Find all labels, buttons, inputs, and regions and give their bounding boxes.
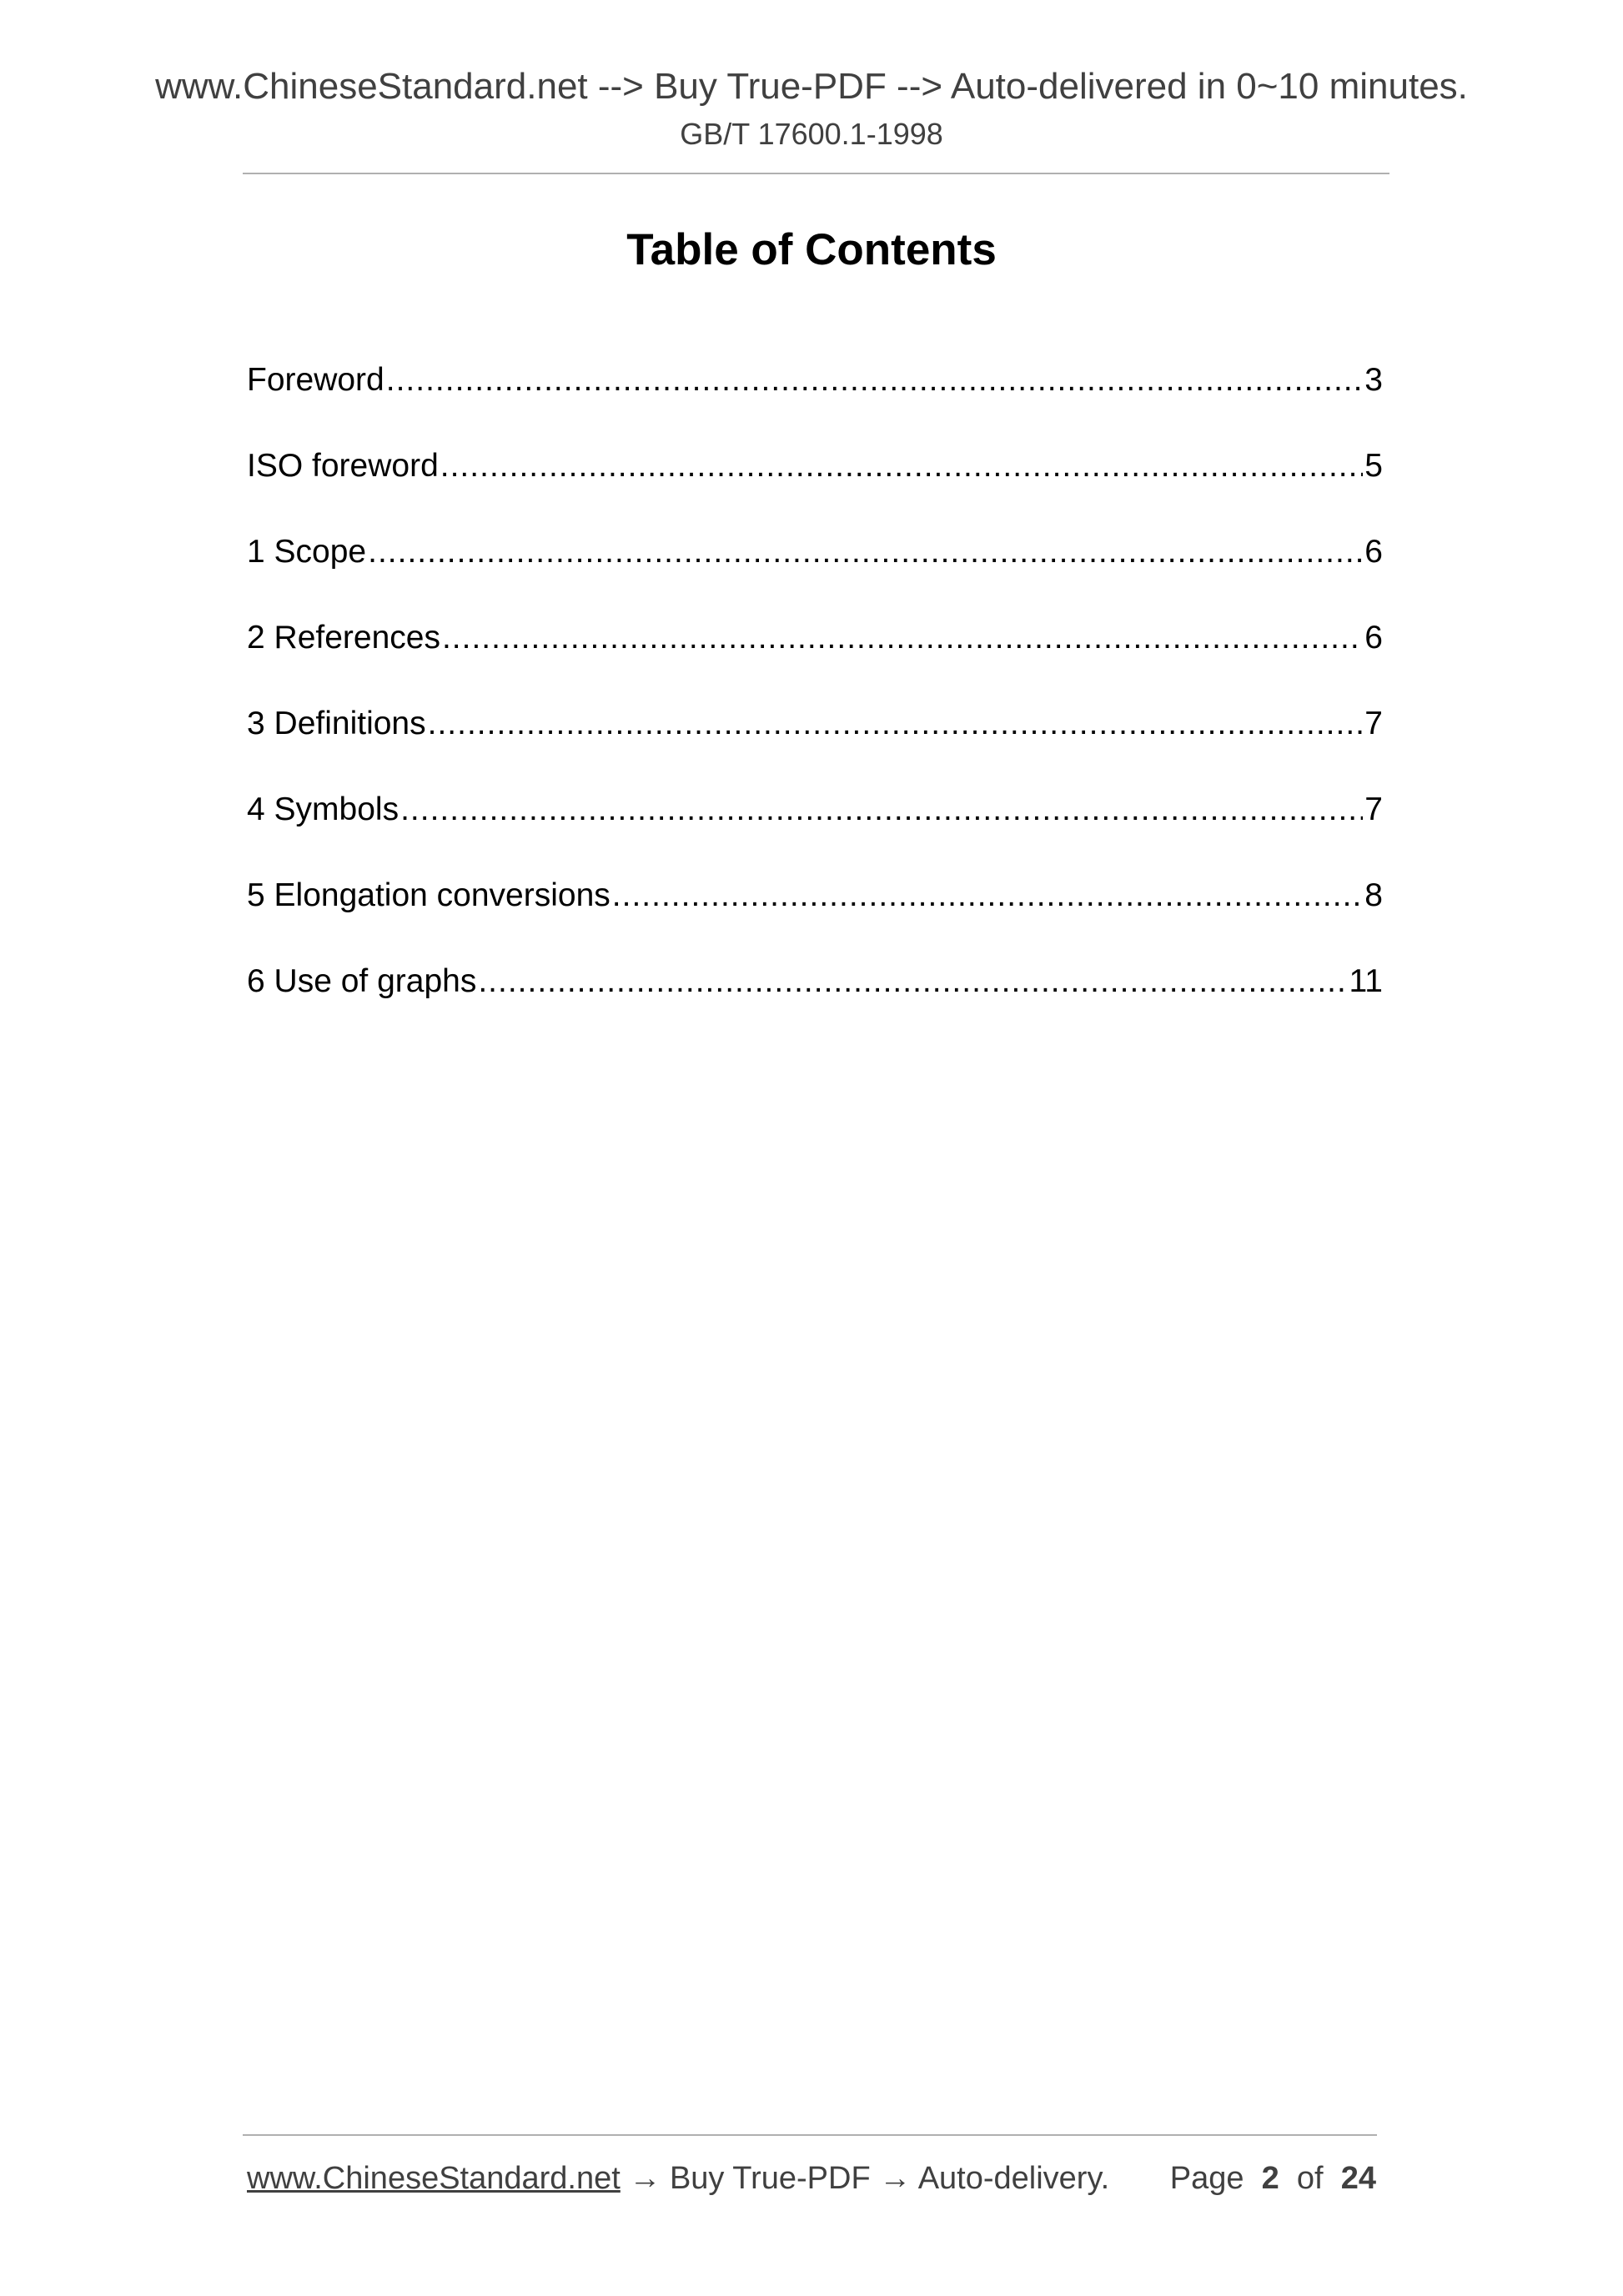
toc-entry-page: 6: [1364, 620, 1383, 656]
of-word: of: [1296, 2161, 1324, 2196]
page-number: [1170, 2155, 1376, 2202]
toc-entry-scope[interactable]: [247, 529, 1383, 615]
page-word: Page: [1169, 2161, 1244, 2196]
toc-leader-dots: [612, 872, 1364, 919]
toc-entry-label: Foreword: [247, 362, 384, 398]
toc-entry-page: 8: [1364, 877, 1383, 913]
header-banner: www.ChineseStandard.net --> Buy True-PDF --> Auto-delivered in 0~10 minutes.: [155, 66, 1468, 107]
toc-leader-dots: [442, 615, 1363, 661]
toc-entry-page: 3: [1364, 362, 1383, 398]
page-total: 24: [1340, 2161, 1376, 2196]
page-current: 2: [1261, 2161, 1279, 2196]
footer-promo-text: → Buy True-PDF → Auto-delivery.: [620, 2161, 1110, 2196]
toc-leader-dots: [478, 958, 1347, 1005]
toc-leader-dots: [428, 701, 1364, 747]
toc-entry-iso-foreword[interactable]: [247, 443, 1383, 529]
toc-entry-foreword[interactable]: [247, 357, 1383, 443]
toc-entry-symbols[interactable]: [247, 786, 1383, 872]
table-of-contents: [247, 357, 1383, 1044]
toc-entry-elongation-conversions[interactable]: [247, 872, 1383, 958]
toc-entry-label: 5 Elongation conversions: [247, 877, 611, 913]
toc-entry-use-of-graphs[interactable]: [247, 958, 1383, 1044]
toc-entry-label: 6 Use of graphs: [247, 963, 477, 999]
standard-number: GB/T 17600.1-1998: [680, 117, 943, 151]
toc-entry-label: ISO foreword: [247, 448, 439, 484]
page-footer: [247, 2155, 1376, 2202]
header-divider: [243, 173, 1389, 174]
toc-entry-label: 1 Scope: [247, 534, 367, 570]
footer-promo: [247, 2155, 1109, 2202]
page-title: Table of Contents: [626, 225, 997, 274]
toc-entry-page: 7: [1364, 791, 1383, 827]
toc-entry-page: 11: [1349, 963, 1383, 999]
footer-divider: [243, 2134, 1377, 2136]
toc-entry-page: 6: [1364, 534, 1383, 570]
toc-entry-label: 2 References: [247, 620, 440, 656]
toc-entry-label: 4 Symbols: [247, 791, 399, 827]
toc-leader-dots: [386, 357, 1364, 404]
toc-leader-dots: [368, 529, 1363, 575]
toc-entry-page: 5: [1364, 448, 1383, 484]
toc-entry-page: 7: [1364, 706, 1383, 741]
toc-leader-dots: [440, 443, 1364, 490]
toc-entry-definitions[interactable]: [247, 701, 1383, 786]
toc-leader-dots: [400, 786, 1363, 833]
toc-entry-label: 3 Definitions: [247, 706, 426, 741]
toc-entry-references[interactable]: [247, 615, 1383, 701]
footer-site-link[interactable]: www.ChineseStandard.net: [247, 2161, 621, 2196]
